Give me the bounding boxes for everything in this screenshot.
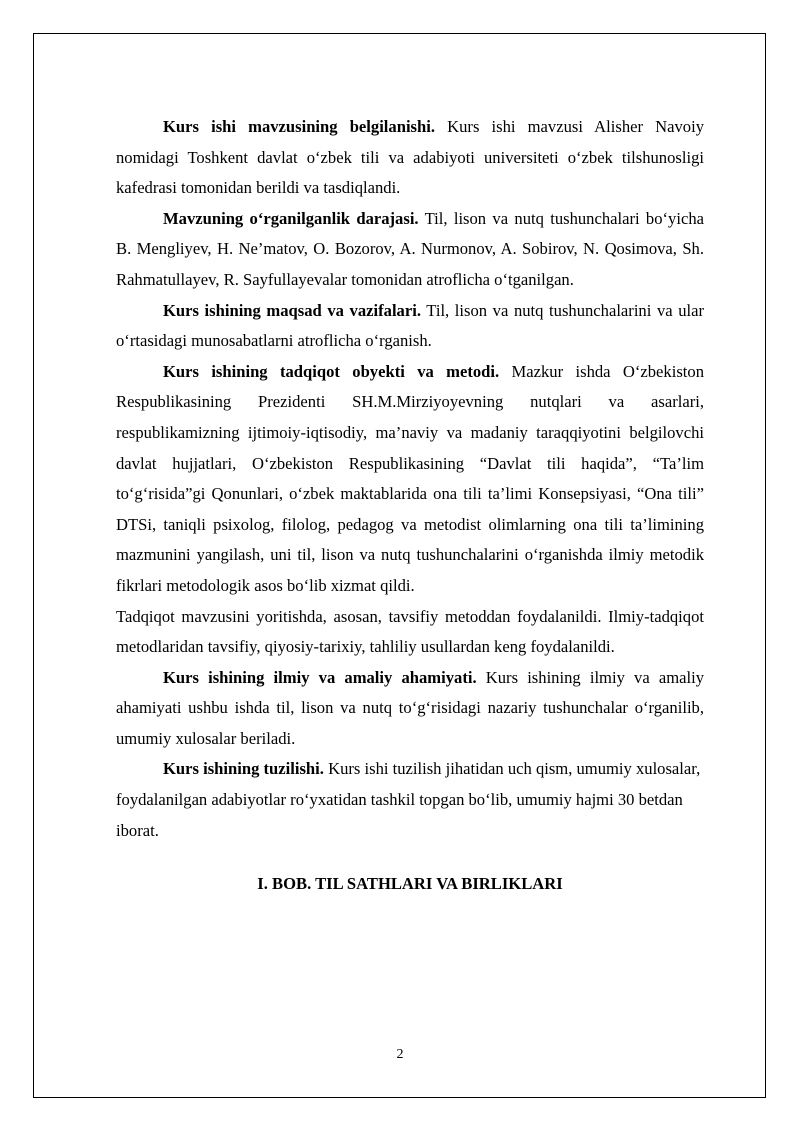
paragraph-significance <box>116 663 704 755</box>
paragraph-text: Til, lison va nutq tushunchalarini va ular o‘rtasidagi munosabatlarni atroflicha o‘rganish. <box>116 300 705 351</box>
paragraph-study-level <box>116 204 704 296</box>
chapter-title: I. BOB. TIL SATHLARI VA BIRLIKLARI <box>257 874 563 894</box>
paragraph-heading: Kurs ishi mavzusining belgilanishi. <box>163 117 436 136</box>
paragraph-research-methods <box>116 602 704 663</box>
page-number: 2 <box>396 1047 404 1062</box>
paragraph-heading: Kurs ishining maqsad va vazifalari. <box>163 300 421 320</box>
paragraph-text: Kurs ishining ilmiy va amaliy ahamiyati ushbu ishda til, lison va nutq to‘g‘risidagi nazariy tushunchalar o‘rganilib, umumiy xulosalar beriladi. <box>116 667 704 748</box>
paragraph-heading: Mavzuning o‘rganilganlik darajasi. <box>163 208 419 228</box>
paragraph-object-method <box>116 357 704 602</box>
paragraph-goals <box>116 296 704 357</box>
paragraph-text: Kurs ishi tuzilish jihatidan uch qism, umumiy xulosalar, foydalanilgan adabiyotlar ro‘yxatidan tashkil topgan bo‘lib, umumiy hajmi 30 betdan iborat. <box>116 759 701 840</box>
paragraph-text: Tadqiqot mavzusini yoritishda, asosan, tavsifiy metoddan foydalanildi. Ilmiy-tadqiqot metodlaridan tavsifiy, qiyosiy-tarixiy, tahliliy usullardan keng foydalanildi. <box>116 606 704 657</box>
paragraph-heading: Kurs ishining ilmiy va amaliy ahamiyati. <box>163 667 477 687</box>
paragraph-structure <box>116 754 704 846</box>
paragraph-heading: Kurs ishining tuzilishi. <box>163 759 324 779</box>
document-body <box>116 112 704 896</box>
paragraph-heading: Kurs ishining tadqiqot obyekti va metodi. <box>163 361 500 381</box>
paragraph-text: Til, lison va nutq tushunchalari bo‘yicha B. Mengliyev, H. Ne’matov, O. Bozorov, A. Nurmonov, A. Sobirov, N. Qosimova, Sh. Rahmatullayev, R. Sayfullayevalar tomonidan atroflicha o‘tganilgan. <box>116 208 704 289</box>
paragraph-text: Mazkur ishda O‘zbekiston Respublikasining Prezidenti SH.M.Mirziyoyevning nutqlari va asarlari, respublikamizning ijtimoiy-iqtisodiy, ma’naviy va madaniy taraqqiyotini belgilovchi davlat hujjatlari, O‘zbekiston Respublikasining “Davlat tili haqida”, “Ta’lim to‘g‘risida”gi Qonunlari, o‘zbek maktablarida ona tili ta’limi Konsepsiyasi, “Ona tili” DTSi, taniqli psixolog, filolog, pedagog va metodist olimlarning ona tili ta’limining mazmunini yangilash, uni til, lison va nutq tushunchalarini o‘rganishda ilmiy metodik fikrlari metodologik asos bo‘lib xizmat qildi. <box>116 361 704 595</box>
paragraph-text: Kurs ishi mavzusi Alisher Navoiy nomidagi Toshkent davlat o‘zbek tili va adabiyoti universiteti o‘zbek tilshunosligi kafedrasi tomonidan berildi va tasdiqlandi. <box>116 117 704 198</box>
paragraph-topic <box>116 112 704 204</box>
